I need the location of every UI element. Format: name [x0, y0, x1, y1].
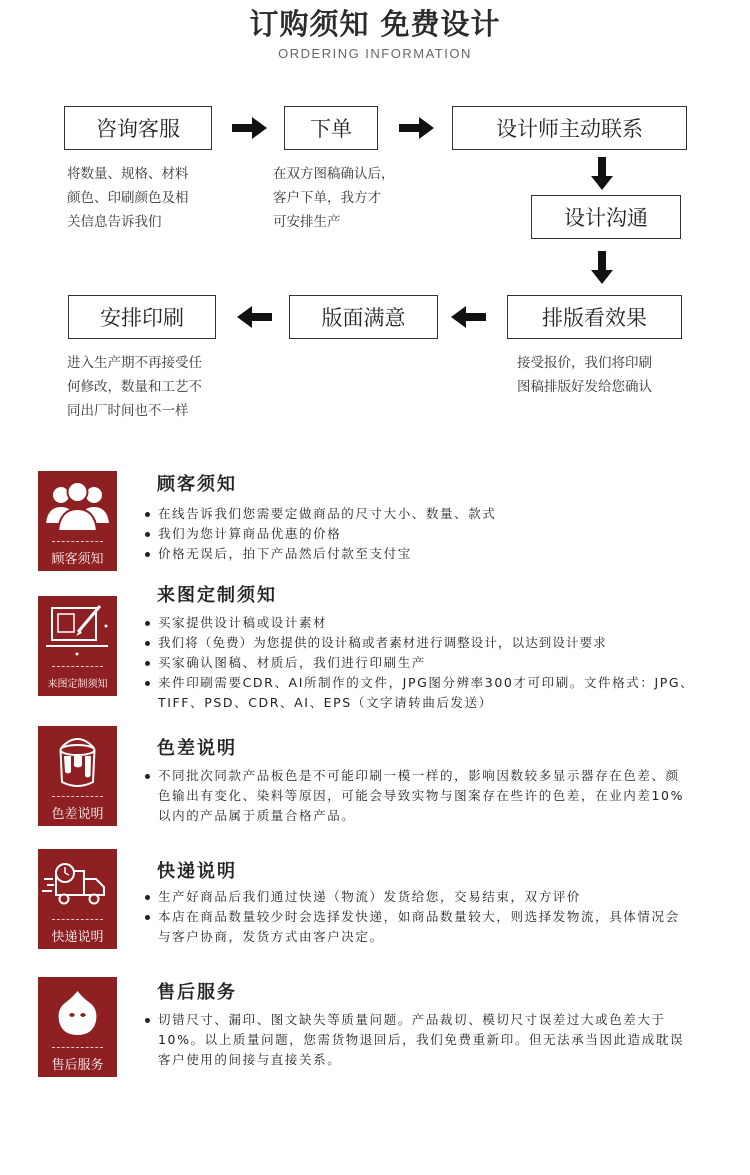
flow-step-order: 下单	[284, 106, 378, 150]
flow-step-print: 安排印刷	[68, 295, 216, 339]
paint-bucket-icon	[38, 726, 117, 798]
bullet-item: 买家提供设计稿或设计素材	[144, 613, 734, 633]
section-title: 来图定制须知	[157, 585, 277, 606]
arrow-right-icon	[232, 116, 268, 140]
bullet-item: 在线告诉我们您需要定做商品的尺寸大小、数量、款式	[144, 504, 734, 524]
arrow-down-icon	[590, 251, 614, 285]
section-icon-block	[38, 596, 117, 696]
flow-step-designer-contact: 设计师主动联系	[452, 106, 687, 150]
delivery-truck-icon	[38, 849, 117, 921]
section-title: 色差说明	[157, 738, 237, 759]
bullet-item: 本店在商品数量较少时会选择发快递，如商品数量较大，则选择发物流，具体情况会与客户协商，发货方式由客户决定。	[144, 907, 689, 947]
page-subtitle: ORDERING INFORMATION	[278, 46, 472, 61]
design-board-icon	[38, 596, 117, 668]
flow-note-order: 在双方图稿确认后， 客户下单，我方才 可安排生产	[273, 166, 395, 230]
arrow-right-icon	[399, 116, 435, 140]
section-icon-label: 顾客须知	[51, 552, 104, 567]
section-title: 顾客须知	[157, 474, 237, 495]
bullet-item: 价格无误后，拍下产品然后付款至支付宝	[144, 544, 734, 564]
section-bullets	[144, 1010, 689, 1070]
section-icon-block	[38, 849, 117, 949]
section-icon-label: 快递说明	[51, 930, 104, 945]
flow-note-print: 进入生产期不再接受任 何修改，数量和工艺不 同出厂时间也不一样	[67, 355, 202, 419]
section-bullets	[144, 887, 689, 947]
section-icon-block	[38, 977, 117, 1077]
bullet-item: 买家确认图稿、材质后，我们进行印刷生产	[144, 653, 734, 673]
flow-step-layout-preview: 排版看效果	[507, 295, 682, 339]
bullet-item: 不同批次同款产品板色是不可能印刷一模一样的，影响因数较多显示器存在色差、颜色输出有变化、染料等原因，可能会导致实物与图案存在些许的色差，在业内差10%以内的产品属于质量合格产品。	[144, 766, 689, 826]
page-title: 订购须知 免费设计	[249, 7, 501, 41]
flow-step-layout-satisfied: 版面满意	[289, 295, 438, 339]
flow-step-consult: 咨询客服	[64, 106, 212, 150]
flow-note-consult: 将数量、规格、材料 颜色、印刷颜色及相 关信息告诉我们	[67, 166, 189, 230]
bullet-item: 我们将（免费）为您提供的设计稿或者素材进行调整设计，以达到设计要求	[144, 633, 734, 653]
arrow-left-icon	[237, 305, 273, 329]
section-bullets	[144, 504, 734, 564]
section-icon-block	[38, 471, 117, 571]
section-title: 快递说明	[157, 861, 237, 882]
section-icon-label: 色差说明	[51, 807, 104, 822]
section-bullets	[144, 613, 734, 713]
section-icon-block	[38, 726, 117, 826]
section-bullets	[144, 766, 689, 826]
bullet-item: 来件印刷需要CDR、AI所制作的文件，JPG图分辨率300才可印刷。文件格式：JPG、TIFF、PSD、CDR、AI、EPS（文字请转曲后发送）	[144, 673, 734, 713]
flow-note-layout: 接受报价，我们将印刷 图稿排版好发给您确认	[517, 355, 652, 395]
section-title: 售后服务	[157, 982, 237, 1003]
bullet-item: 生产好商品后我们通过快递（物流）发货给您，交易结束，双方评价	[144, 887, 689, 907]
flow-step-design-communicate: 设计沟通	[531, 195, 681, 239]
bullet-item: 切错尺寸、漏印、图文缺失等质量问题。产品裁切、模切尺寸误差过大或色差大于10%。以上质量问题，您需货物退回后，我们免费重新印。但无法承当因此造成耽误客户使用的间接与直接关系。	[144, 1010, 689, 1070]
section-icon-label: 售后服务	[51, 1058, 104, 1073]
arrow-left-icon	[451, 305, 487, 329]
section-icon-label: 来图定制须知	[47, 679, 108, 690]
arrow-down-icon	[590, 157, 614, 191]
bullet-item: 我们为您计算商品优惠的价格	[144, 524, 734, 544]
customers-icon	[38, 471, 117, 543]
service-mascot-icon	[38, 977, 117, 1049]
